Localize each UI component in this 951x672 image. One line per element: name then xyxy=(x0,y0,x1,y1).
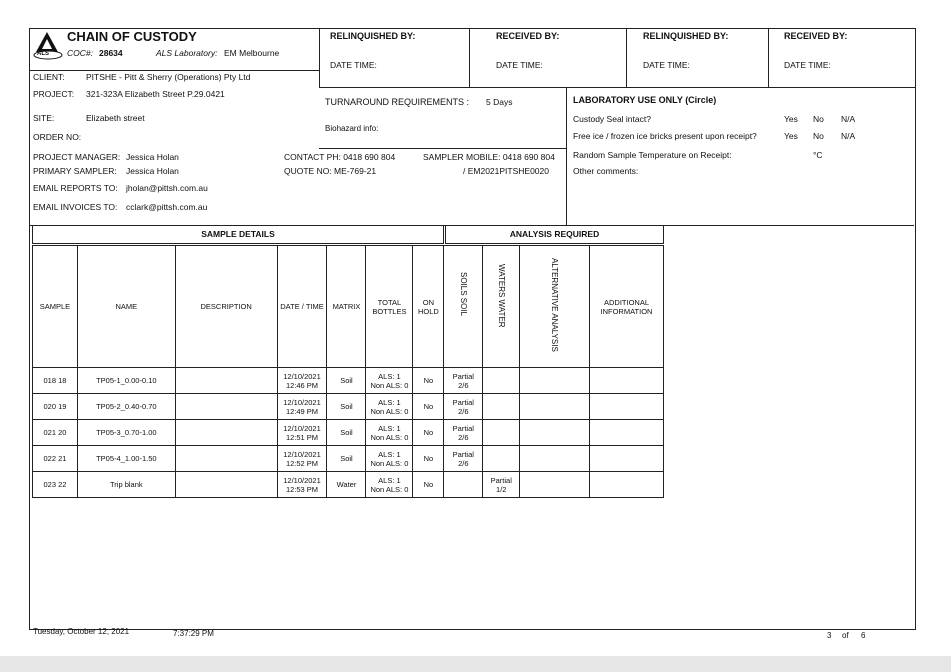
divider xyxy=(29,70,319,71)
quote-number: QUOTE NO: ME-769-21 xyxy=(284,166,377,176)
cell-alternative xyxy=(520,420,590,446)
email-reports-label: EMAIL REPORTS TO: xyxy=(33,183,118,193)
sample-table xyxy=(32,245,664,498)
divider xyxy=(626,28,627,87)
lab-name: EM Melbourne xyxy=(224,48,280,58)
quote-reference: / EM2021PITSHE0020 xyxy=(463,166,549,176)
page-title: CHAIN OF CUSTODY xyxy=(67,29,197,44)
turnaround-value: 5 Days xyxy=(486,97,513,107)
col-waters: WATERS WATER xyxy=(483,246,520,368)
cell-alternative xyxy=(520,368,590,394)
cell-bottles: ALS: 1 Non ALS: 0 xyxy=(366,394,413,420)
cell-matrix: Water xyxy=(327,472,366,498)
col-additional: ADDITIONAL INFORMATION xyxy=(590,246,664,368)
cell-hold: No xyxy=(413,394,444,420)
logo-text: ALS xyxy=(37,51,49,57)
date-time-2: DATE TIME: xyxy=(496,60,543,70)
cell-matrix: Soil xyxy=(327,420,366,446)
analysis-required-header: ANALYSIS REQUIRED xyxy=(445,225,664,244)
lab-use-title: LABORATORY USE ONLY (Circle) xyxy=(573,95,717,105)
cell-name: Trip blank xyxy=(77,472,175,498)
divider xyxy=(469,28,470,87)
footer-date: Tuesday, October 12, 2021 xyxy=(33,627,130,636)
col-total-bottles: TOTAL BOTTLES xyxy=(366,246,413,368)
cell-soil xyxy=(444,472,483,498)
table-header-row xyxy=(33,246,664,368)
date-time-3: DATE TIME: xyxy=(643,60,690,70)
cell-matrix: Soil xyxy=(327,446,366,472)
cell-date: 12/10/2021 12:49 PM xyxy=(277,394,327,420)
cell-alternative xyxy=(520,472,590,498)
seal-na: N/A xyxy=(841,114,856,124)
sampler-label: PRIMARY SAMPLER: xyxy=(33,166,117,176)
date-time-1: DATE TIME: xyxy=(330,60,377,70)
date-time-4: DATE TIME: xyxy=(784,60,831,70)
cell-additional xyxy=(590,420,664,446)
footer-time: 7:37:29 PM xyxy=(173,629,214,638)
cell-sample: 022 21 xyxy=(33,446,78,472)
cell-matrix: Soil xyxy=(327,394,366,420)
cell-water: Partial 1/2 xyxy=(483,472,520,498)
cell-water xyxy=(483,394,520,420)
col-on-hold: ON HOLD xyxy=(413,246,444,368)
cell-description xyxy=(175,368,277,394)
table-row xyxy=(33,394,664,420)
cell-soil: Partial 2/6 xyxy=(444,394,483,420)
divider xyxy=(566,87,567,225)
lab-label: ALS Laboratory: xyxy=(156,48,218,58)
biohazard-label: Biohazard info: xyxy=(325,124,379,133)
cell-description xyxy=(175,394,277,420)
divider xyxy=(319,28,320,87)
cell-description xyxy=(175,446,277,472)
cell-description xyxy=(175,420,277,446)
relinquished-by-2: RELINQUISHED BY: xyxy=(643,31,729,41)
project-label: PROJECT: xyxy=(33,89,75,99)
table-row xyxy=(33,446,664,472)
client-label: CLIENT: xyxy=(33,72,65,82)
seal-no: No xyxy=(813,114,824,124)
cell-hold: No xyxy=(413,472,444,498)
cell-date: 12/10/2021 12:52 PM xyxy=(277,446,327,472)
sampler-value: Jessica Holan xyxy=(126,166,179,176)
cell-sample: 020 19 xyxy=(33,394,78,420)
cell-additional xyxy=(590,446,664,472)
col-name: NAME xyxy=(77,246,175,368)
col-matrix: MATRIX xyxy=(327,246,366,368)
coc-label: COC#: xyxy=(67,48,93,58)
cell-date: 12/10/2021 12:53 PM xyxy=(277,472,327,498)
col-alternative: ALTERNATIVE ANALYSIS xyxy=(520,246,590,368)
cell-bottles: ALS: 1 Non ALS: 0 xyxy=(366,420,413,446)
contact-phone: CONTACT PH: 0418 690 804 xyxy=(284,152,396,162)
received-by-2: RECEIVED BY: xyxy=(784,31,848,41)
table-row xyxy=(33,368,664,394)
cell-sample: 018 18 xyxy=(33,368,78,394)
cell-bottles: ALS: 1 Non ALS: 0 xyxy=(366,368,413,394)
other-comments-label: Other comments: xyxy=(573,166,639,176)
temperature-unit: °C xyxy=(813,150,823,160)
page-current: 3 xyxy=(827,631,832,640)
pm-value: Jessica Holan xyxy=(126,152,179,162)
cell-additional xyxy=(590,394,664,420)
page-of: of xyxy=(842,631,849,640)
page-total: 6 xyxy=(861,631,866,640)
divider xyxy=(319,87,915,88)
cell-bottles: ALS: 1 Non ALS: 0 xyxy=(366,472,413,498)
sampler-mobile: SAMPLER MOBILE: 0418 690 804 xyxy=(423,152,555,162)
email-invoices-label: EMAIL INVOICES TO: xyxy=(33,202,118,212)
project-value: 321-323A Elizabeth Street P.29.0421 xyxy=(86,89,225,99)
site-value: Elizabeth street xyxy=(86,113,145,123)
order-label: ORDER NO: xyxy=(33,132,82,142)
cell-name: TP05-1_0.00-0.10 xyxy=(77,368,175,394)
cell-soil: Partial 2/6 xyxy=(444,446,483,472)
site-label: SITE: xyxy=(33,113,55,123)
cell-water xyxy=(483,446,520,472)
col-soils: SOILS SOIL xyxy=(444,246,483,368)
cell-sample: 021 20 xyxy=(33,420,78,446)
cell-description xyxy=(175,472,277,498)
cell-soil: Partial 2/6 xyxy=(444,420,483,446)
col-sample: SAMPLE xyxy=(33,246,78,368)
cell-bottles: ALS: 1 Non ALS: 0 xyxy=(366,446,413,472)
pm-label: PROJECT MANAGER: xyxy=(33,152,121,162)
relinquished-by-1: RELINQUISHED BY: xyxy=(330,31,416,41)
custody-seal-question: Custody Seal intact? xyxy=(573,114,651,124)
cell-hold: No xyxy=(413,446,444,472)
turnaround-label: TURNAROUND REQUIREMENTS : xyxy=(325,97,470,107)
page-bottom-strip xyxy=(0,656,951,672)
cell-additional xyxy=(590,368,664,394)
ice-na: N/A xyxy=(841,131,856,141)
cell-date: 12/10/2021 12:51 PM xyxy=(277,420,327,446)
divider xyxy=(319,148,566,149)
coc-number: 28634 xyxy=(99,48,123,58)
cell-water xyxy=(483,420,520,446)
cell-water xyxy=(483,368,520,394)
ice-question: Free ice / frozen ice bricks present upon receipt? xyxy=(573,131,757,141)
cell-name: TP05-3_0.70-1.00 xyxy=(77,420,175,446)
cell-hold: No xyxy=(413,368,444,394)
sample-details-header: SAMPLE DETAILS xyxy=(32,225,444,244)
email-invoices-value: cclark@pittsh.com.au xyxy=(126,202,208,212)
cell-alternative xyxy=(520,394,590,420)
cell-alternative xyxy=(520,446,590,472)
ice-yes: Yes xyxy=(784,131,798,141)
cell-additional xyxy=(590,472,664,498)
email-reports-value: jholan@pittsh.com.au xyxy=(126,183,208,193)
cell-soil: Partial 2/6 xyxy=(444,368,483,394)
table-row xyxy=(33,420,664,446)
cell-name: TP05-2_0.40-0.70 xyxy=(77,394,175,420)
ice-no: No xyxy=(813,131,824,141)
divider xyxy=(768,28,769,87)
cell-matrix: Soil xyxy=(327,368,366,394)
cell-hold: No xyxy=(413,420,444,446)
cell-sample: 023 22 xyxy=(33,472,78,498)
col-description: DESCRIPTION xyxy=(175,246,277,368)
seal-yes: Yes xyxy=(784,114,798,124)
temperature-question: Random Sample Temperature on Receipt: xyxy=(573,150,732,160)
cell-name: TP05-4_1.00-1.50 xyxy=(77,446,175,472)
table-row xyxy=(33,472,664,498)
received-by-1: RECEIVED BY: xyxy=(496,31,560,41)
cell-date: 12/10/2021 12:46 PM xyxy=(277,368,327,394)
col-date-time: DATE / TIME xyxy=(277,246,327,368)
client-value: PITSHE - Pitt & Sherry (Operations) Pty Ltd xyxy=(86,72,251,82)
